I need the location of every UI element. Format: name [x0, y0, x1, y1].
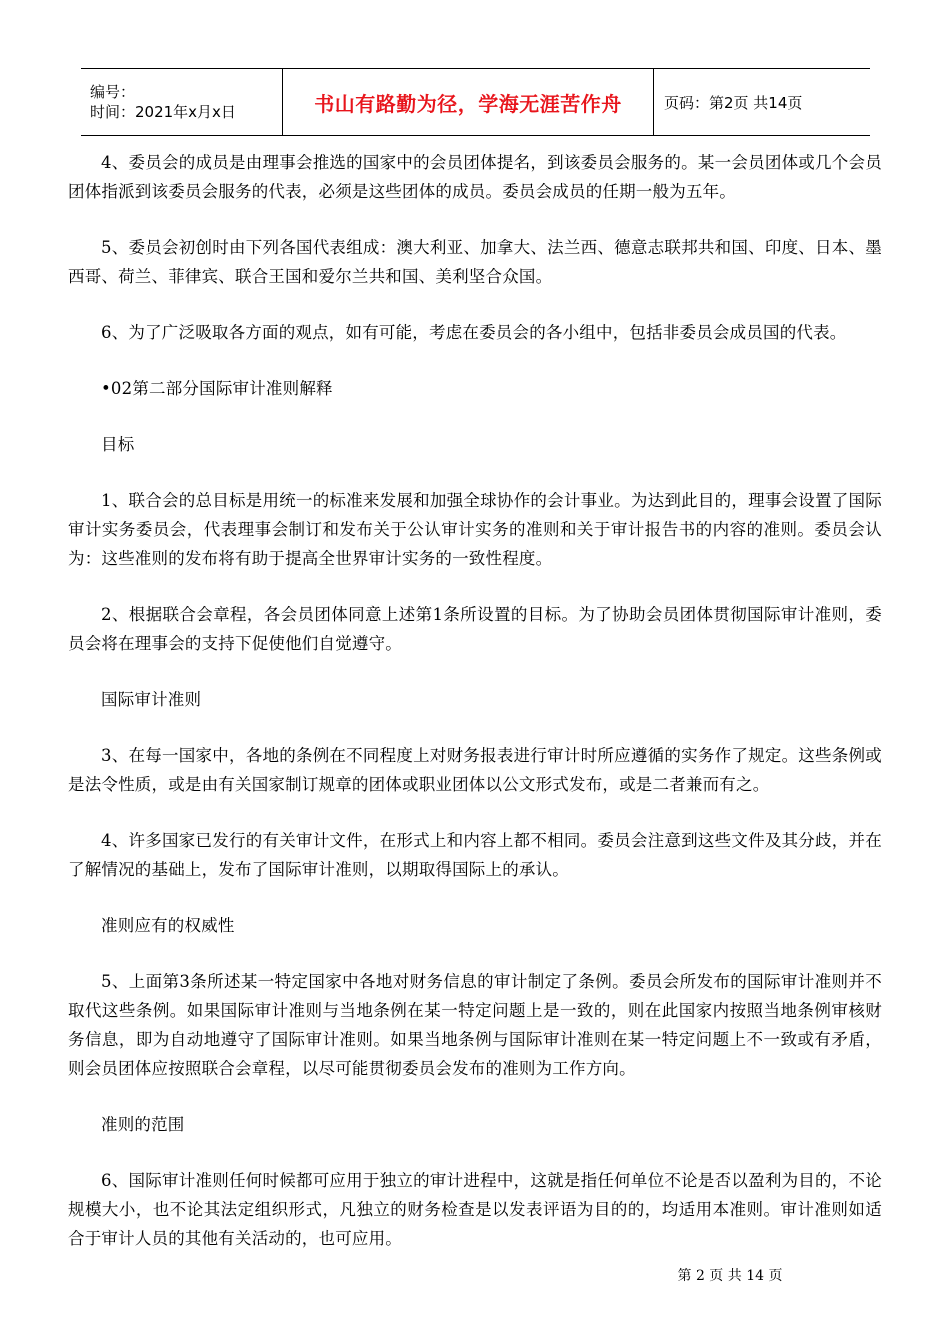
page-header	[81, 68, 870, 136]
subheading: 准则应有的权威性	[101, 916, 235, 935]
document-date-label: 时间：2021年x月x日	[90, 103, 236, 121]
paragraph: 4、委员会的成员是由理事会推选的国家中的会员团体提名，到该委员会服务的。某一会员团体或几个会员团体指派到该委员会服务的代表，必须是这些团体的成员。委员会成员的任期一般为五年。	[68, 153, 882, 201]
header-motto-cell	[283, 69, 654, 135]
subheading: 目标	[101, 435, 135, 454]
header-page-cell	[654, 69, 870, 135]
paragraph: 6、为了广泛吸取各方面的观点，如有可能，考虑在委员会的各小组中，包括非委员会成员国的代表。	[101, 323, 847, 342]
subheading: 准则的范围	[101, 1115, 185, 1134]
header-page-number: 页码：第2页 共14页	[664, 93, 803, 112]
header-motto: 书山有路勤为径，学海无涯苦作舟	[314, 91, 622, 116]
document-body	[68, 148, 882, 1280]
paragraph: 2、根据联合会章程，各会员团体同意上述第1条所设置的目标。为了协助会员团体贯彻国际审计准则，委员会将在理事会的支持下促使他们自觉遵守。	[68, 605, 882, 653]
header-info-cell	[81, 69, 283, 135]
paragraph: 3、在每一国家中，各地的条例在不同程度上对财务报表进行审计时所应遵循的实务作了规定。这些条例或是法令性质，或是由有关国家制订规章的团体或职业团体以公文形式发布，或是二者兼而有之。	[68, 746, 882, 794]
paragraph: 4、许多国家已发行的有关审计文件，在形式上和内容上都不相同。委员会注意到这些文件及其分歧，并在了解情况的基础上，发布了国际审计准则，以期取得国际上的承认。	[68, 831, 882, 879]
paragraph: 5、上面第3条所述某一特定国家中各地对财务信息的审计制定了条例。委员会所发布的国际审计准则并不取代这些条例。如果国际审计准则与当地条例在某一特定问题上是一致的，则在此国家内按照当地条例审核财务信息，即为自动地遵守了国际审计准则。如果当地条例与国际审计准则在某一特定问题上不一致或有矛盾，则会员团体应按照联合会章程，以尽可能贯彻委员会发布的准则为工作方向。	[68, 972, 882, 1078]
paragraph: 1、联合会的总目标是用统一的标准来发展和加强全球协作的会计事业。为达到此目的，理事会设置了国际审计实务委员会，代表理事会制订和发布关于公认审计实务的准则和关于审计报告书的内容的准则。委员会认为：这些准则的发布将有助于提高全世界审计实务的一致性程度。	[68, 491, 882, 568]
paragraph: 5、委员会初创时由下列各国代表组成：澳大利亚、加拿大、法兰西、德意志联邦共和国、印度、日本、墨西哥、荷兰、菲律宾、联合王国和爱尔兰共和国、美利坚合众国。	[68, 238, 882, 286]
paragraph: 6、国际审计准则任何时候都可应用于独立的审计进程中，这就是指任何单位不论是否以盈利为目的，不论规模大小，也不论其法定组织形式，凡独立的财务检查是以发表评语为目的的，均适用本准则。审计准则如适合于审计人员的其他有关活动的，也可应用。	[68, 1171, 882, 1248]
document-number-label: 编号：	[90, 83, 136, 101]
subheading: 国际审计准则	[101, 690, 202, 709]
section-heading: •02第二部分国际审计准则解释	[101, 379, 333, 398]
page-footer: 第 2 页 共 14 页	[677, 1268, 783, 1284]
